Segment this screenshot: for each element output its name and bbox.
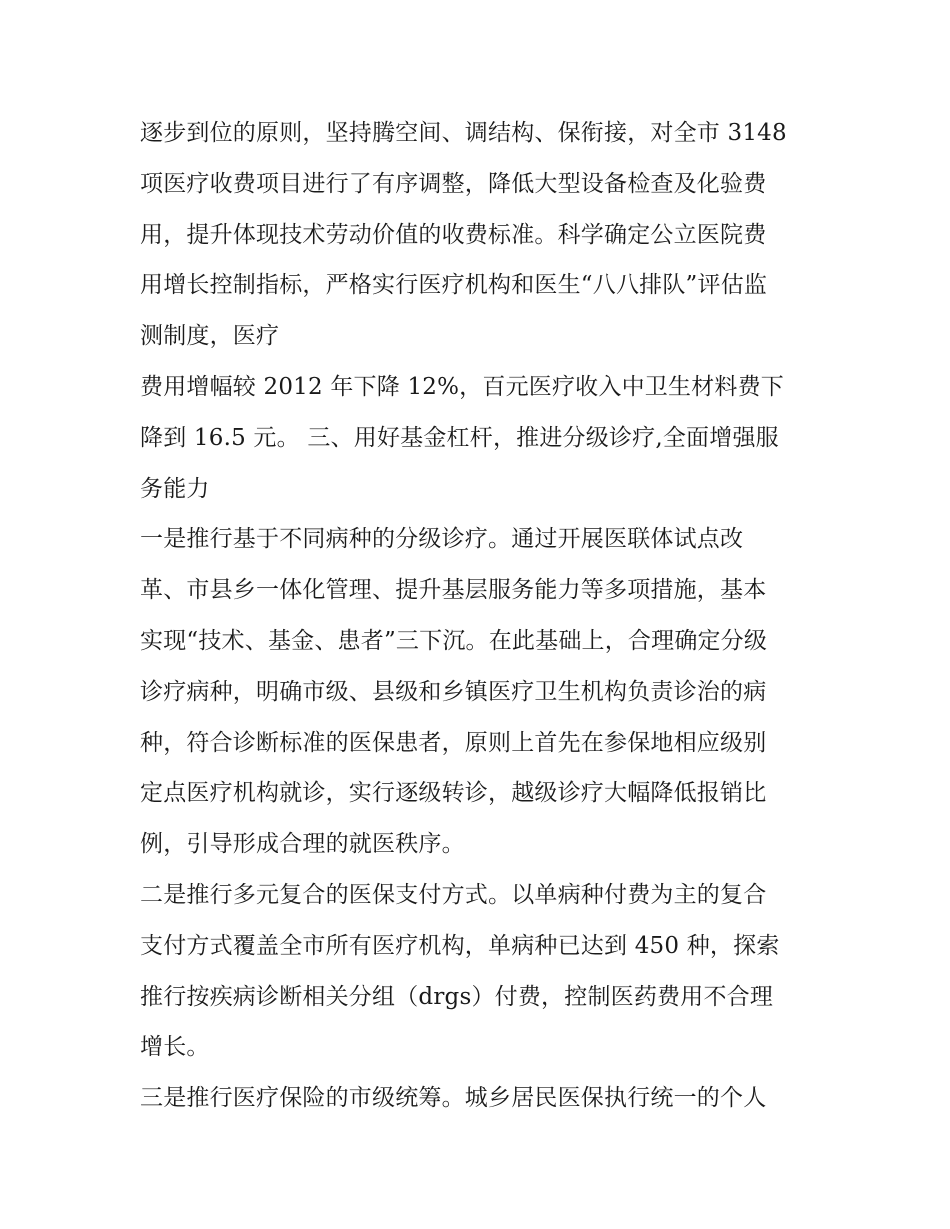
text-line: 增长。: [140, 1034, 210, 1061]
text-line: 降到 16.5 元。 三、用好基金杠杆，推进分级诊疗,全面增强服: [140, 424, 779, 451]
text-line: 费用增幅较 2012 年下降 12%，百元医疗收入中卫生材料费下: [140, 373, 784, 400]
text-line: 用，提升体现技术劳动价值的收费标准。科学确定公立医院费: [140, 221, 767, 248]
text-line: 定点医疗机构就诊，实行逐级转诊，越级诊疗大幅降低报销比: [140, 780, 767, 807]
text-line: 诊疗病种，明确市级、县级和乡镇医疗卫生机构负责诊治的病: [140, 678, 767, 705]
text-line: 三是推行医疗保险的市级统筹。城乡居民医保执行统一的个人: [140, 1085, 767, 1112]
text-line: 种，符合诊断标准的医保患者，原则上首先在参保地相应级别: [140, 729, 767, 756]
text-line: 一是推行基于不同病种的分级诊疗。通过开展医联体试点改: [140, 526, 744, 553]
text-line: 例，引导形成合理的就医秩序。: [140, 831, 465, 858]
text-line: 测制度，医疗: [140, 323, 280, 350]
text-line: 用增长控制指标，严格实行医疗机构和医生“八八排队”评估监: [140, 272, 768, 299]
text-line: 项医疗收费项目进行了有序调整，降低大型设备检查及化验费: [140, 170, 767, 197]
text-line: 革、市县乡一体化管理、提升基层服务能力等多项措施，基本: [140, 577, 767, 604]
text-line: 支付方式覆盖全市所有医疗机构，单病种已达到 450 种，探索: [140, 932, 780, 959]
text-line: 务能力: [140, 475, 210, 502]
text-line: 逐步到位的原则，坚持腾空间、调结构、保衔接，对全市 3148: [140, 120, 787, 146]
body-text: [140, 108, 820, 1124]
text-line: 实现“技术、基金、患者”三下沉。在此基础上，合理确定分级: [140, 627, 768, 654]
text-line: 二是推行多元复合的医保支付方式。以单病种付费为主的复合: [140, 881, 767, 908]
text-line: 推行按疾病诊断相关分组（drgs）付费，控制医药费用不合理: [140, 983, 774, 1010]
